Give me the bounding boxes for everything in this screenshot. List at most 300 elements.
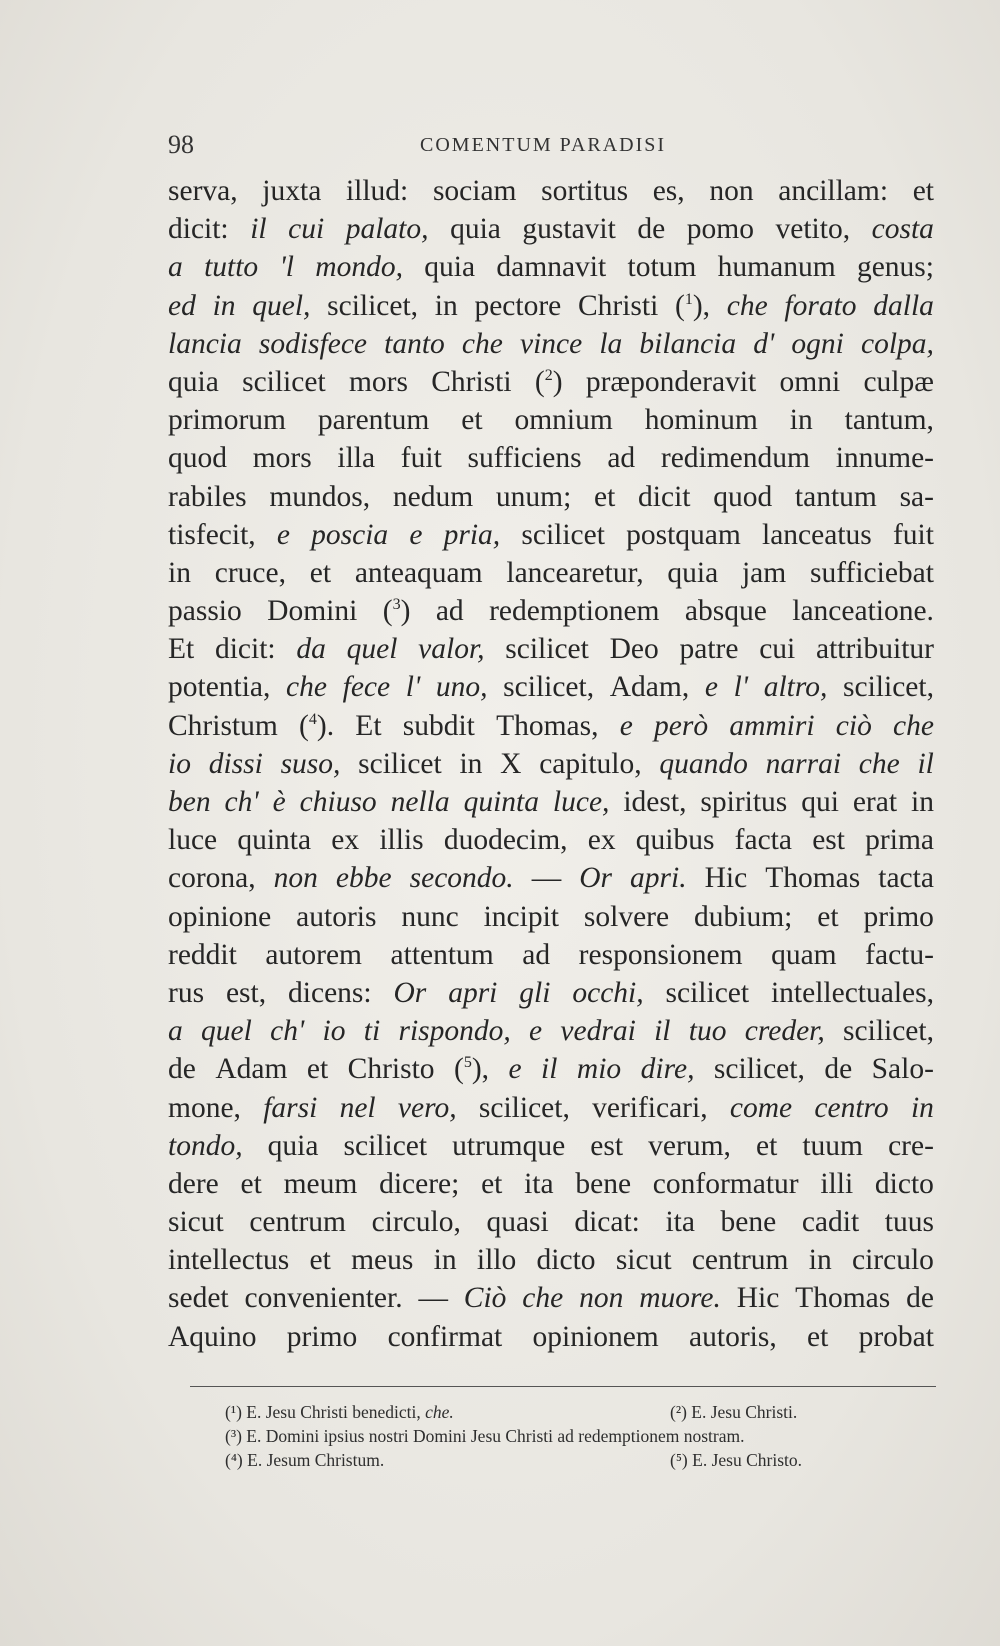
word: autoris,: [689, 1320, 777, 1353]
word: quasi: [486, 1206, 549, 1239]
text-line: [168, 1165, 934, 1203]
word: nella: [390, 786, 450, 818]
word: pria,: [443, 518, 501, 551]
word: est: [590, 1129, 624, 1162]
word: colpa,: [861, 327, 934, 360]
word: il: [654, 1015, 671, 1048]
word: che: [858, 747, 900, 780]
text-line: [168, 363, 934, 401]
word: bene: [575, 1167, 632, 1200]
word: Or: [393, 976, 427, 1009]
word: secondo.: [409, 862, 514, 895]
text-line: [168, 821, 934, 859]
word: e: [619, 709, 633, 742]
word: quam: [771, 938, 837, 971]
word: quando: [659, 747, 748, 780]
word: meum: [283, 1167, 358, 1200]
word: Hic: [736, 1282, 780, 1315]
word: ch': [270, 1015, 305, 1048]
word: ita: [665, 1206, 695, 1239]
word: tanto: [384, 327, 445, 360]
text-line: [168, 1203, 934, 1241]
word: scilicet: [665, 976, 750, 1009]
word: in: [808, 1244, 832, 1277]
word: lancia: [168, 327, 242, 360]
word: parentum: [317, 404, 430, 437]
text-line: [168, 1127, 934, 1165]
word: ch': [224, 786, 259, 818]
word: humanum: [717, 251, 836, 284]
word: tisfecit,: [168, 518, 256, 551]
word: culpæ: [863, 365, 934, 398]
footnotes: [225, 1400, 935, 1472]
word: spiritus: [700, 786, 788, 818]
word: quel: [201, 1015, 252, 1048]
word: scilicet,: [327, 289, 419, 322]
word: et: [481, 1167, 503, 1200]
text-line: [168, 172, 934, 210]
word: de: [824, 1053, 853, 1086]
word: lanceatione.: [792, 595, 934, 628]
word: rispondo,: [398, 1015, 511, 1048]
word: e: [529, 1015, 543, 1048]
word: cui: [759, 633, 796, 666]
word: et: [461, 404, 483, 437]
word: forato: [784, 289, 857, 322]
word: dicto: [874, 1167, 934, 1200]
word: incipit: [483, 900, 559, 933]
word: quod: [168, 442, 227, 475]
word: tacta: [878, 862, 934, 895]
text-line: [168, 974, 934, 1012]
word: et: [240, 1167, 262, 1200]
text-line: [168, 248, 934, 286]
word: de: [637, 213, 666, 246]
text-line: [168, 859, 934, 897]
word: in: [789, 404, 813, 437]
word: circulo: [851, 1244, 934, 1277]
word: mors: [252, 442, 312, 475]
word: illis: [379, 824, 424, 857]
word: es,: [652, 175, 685, 207]
page-number: 98: [168, 130, 194, 159]
word: Ciò: [463, 1282, 507, 1315]
word: qui: [801, 786, 839, 818]
word: mondo,: [315, 251, 403, 284]
word: lancearetur,: [506, 556, 644, 589]
word: postquam: [626, 518, 741, 551]
word: dicto: [536, 1244, 596, 1277]
word: potentia,: [168, 671, 271, 704]
word: quia: [667, 556, 719, 589]
word: de: [168, 1053, 196, 1086]
word: in: [911, 786, 934, 818]
word: pectore: [474, 289, 562, 322]
word: valor,: [418, 633, 485, 666]
word: Deo: [609, 633, 659, 666]
word: Or: [579, 862, 612, 895]
word: illo: [476, 1244, 517, 1277]
word: quinta: [463, 786, 539, 818]
word: tuo: [688, 1015, 727, 1048]
word: meus: [351, 1244, 414, 1277]
word: fuit: [892, 518, 934, 551]
word: luce,: [552, 786, 610, 818]
word: hominum: [644, 404, 758, 437]
word: e: [276, 518, 290, 551]
text-line: [168, 478, 934, 516]
word: scilicet,: [478, 1091, 570, 1124]
word: idest,: [623, 786, 687, 818]
word: tuum: [802, 1129, 864, 1162]
word: in: [433, 1244, 457, 1277]
word: autorem: [265, 938, 362, 971]
footnote-5: (⁵) E. Jesu Christo.: [670, 1450, 802, 1470]
word: sicut: [615, 1244, 672, 1277]
word: chiuso: [299, 786, 377, 818]
word: Christi: [577, 289, 659, 322]
word: luce: [168, 824, 218, 857]
word: l': [405, 671, 421, 704]
footnote-3: (³) E. Domini ipsius nostri Domini Jesu Christi ad redemptionem nostram.: [225, 1426, 745, 1446]
word: et: [306, 1053, 329, 1086]
word: Salo-: [871, 1053, 934, 1086]
word: circulo,: [371, 1206, 461, 1239]
word: et: [309, 556, 332, 589]
word: rabiles: [168, 480, 247, 513]
word: Et: [168, 633, 195, 666]
word: in: [434, 289, 458, 322]
word: quibus: [635, 824, 715, 857]
text-line: [168, 554, 934, 592]
word: responsionem: [578, 938, 743, 971]
footnote-4: (⁴) E. Jesum Christum.: [225, 1450, 385, 1470]
word: anteaquam: [354, 556, 483, 589]
word: ad: [435, 595, 464, 628]
word: sa-: [899, 480, 934, 513]
word: scilicet: [242, 365, 326, 398]
word: confirmat: [387, 1320, 503, 1353]
word: vedrai: [560, 1015, 636, 1048]
word: costa: [871, 213, 934, 246]
word: narrai: [765, 747, 842, 780]
word: factu-: [865, 938, 934, 971]
word: dicit: [638, 480, 691, 513]
word: il: [917, 747, 934, 780]
word: dissi: [208, 747, 263, 780]
word: innume-: [835, 442, 934, 475]
page-header: [168, 130, 934, 160]
word: omnium: [514, 404, 613, 437]
word: attentum: [390, 938, 494, 971]
word: illa: [337, 442, 376, 475]
word: serva,: [168, 175, 238, 207]
word: ($^4$).: [299, 709, 335, 742]
word: gustavit: [522, 213, 616, 246]
word: tantum,: [844, 404, 934, 437]
word: et: [755, 1129, 778, 1162]
word: occhi,: [572, 976, 644, 1009]
word: ex: [587, 824, 616, 857]
word: centrum: [249, 1206, 346, 1239]
word: ben: [168, 786, 211, 818]
word: e: [409, 518, 423, 551]
word: 'l: [279, 251, 294, 284]
word: dalla: [873, 289, 934, 322]
footnote-row: [225, 1400, 935, 1424]
word: che: [461, 327, 503, 360]
word: illud:: [345, 175, 409, 207]
word: che: [893, 709, 934, 742]
word: sodisfece: [258, 327, 368, 360]
word: Christi: [431, 365, 512, 398]
word: solvere: [583, 900, 670, 933]
word: io: [168, 747, 191, 780]
word: ti: [363, 1015, 381, 1048]
word: Thomas,: [496, 709, 599, 742]
word: e: [508, 1053, 522, 1086]
text-line: [168, 439, 934, 477]
word: scilicet: [521, 518, 605, 551]
word: vero,: [397, 1091, 457, 1124]
word: utrumque: [452, 1129, 566, 1162]
word: da: [296, 633, 326, 666]
word: altro,: [763, 671, 828, 704]
text-line: [168, 1279, 934, 1317]
word: redimendum: [660, 442, 810, 475]
text-line: [168, 745, 934, 783]
word: tutto: [204, 251, 259, 284]
word: et: [807, 1320, 829, 1353]
word: scilicet: [343, 1129, 428, 1162]
word: d': [753, 327, 775, 360]
word: quod: [713, 480, 773, 513]
word: est: [812, 824, 845, 857]
word: Adam,: [609, 671, 690, 704]
word: Domini: [267, 595, 358, 628]
footnote-row: [225, 1424, 935, 1448]
word: conformatur: [652, 1167, 799, 1200]
word: dicens:: [288, 976, 372, 1009]
word: come: [729, 1091, 793, 1124]
word: scilicet,: [503, 671, 595, 704]
word: lanceatus: [762, 518, 872, 551]
word: la: [599, 327, 623, 360]
text-line: [168, 630, 934, 668]
text-line: [168, 668, 934, 706]
word: Thomas: [795, 1282, 891, 1315]
word: pomo: [686, 213, 754, 246]
word: dicat:: [574, 1206, 640, 1239]
word: et: [817, 900, 839, 933]
word: dicit:: [214, 633, 276, 666]
word: il: [250, 213, 267, 246]
word: centrum: [691, 1244, 789, 1277]
word: vetito,: [775, 213, 851, 246]
word: unum;: [495, 480, 572, 513]
word: scilicet: [358, 747, 442, 780]
word: subdit: [402, 709, 475, 742]
word: Hic: [704, 862, 748, 895]
word: ($^1$),: [675, 289, 711, 322]
footnote-1: (¹) E. Jesu Christi benedicti, che.: [225, 1402, 454, 1422]
word: nedum: [392, 480, 474, 513]
word: intellectuales,: [770, 976, 934, 1009]
word: tantum: [794, 480, 877, 513]
word: io: [322, 1015, 346, 1048]
running-title: COMENTUM PARADISI: [420, 134, 667, 156]
word: est,: [225, 976, 267, 1009]
word: quinta: [237, 824, 312, 857]
body-text: [168, 172, 934, 1356]
word: sicut: [168, 1206, 224, 1239]
word: primo: [286, 1320, 358, 1353]
word: scilicet: [505, 633, 589, 666]
word: nunc: [401, 900, 459, 933]
word: bene: [720, 1206, 777, 1239]
word: ($^2$): [534, 365, 563, 398]
footnote-row: [225, 1448, 935, 1472]
text-line: [168, 1050, 934, 1088]
word: et: [309, 1244, 331, 1277]
word: quia: [424, 251, 476, 284]
word: ex: [331, 824, 360, 857]
word: scilicet,: [713, 1053, 805, 1086]
word: sociam: [432, 175, 517, 207]
word: che: [726, 289, 768, 322]
word: non: [579, 1282, 624, 1315]
word: —: [531, 862, 562, 895]
word: illi: [820, 1167, 854, 1200]
word: ad: [522, 938, 551, 971]
word: et: [594, 480, 616, 513]
word: convenienter.: [244, 1282, 403, 1315]
word: prima: [865, 824, 934, 857]
word: mundos,: [269, 480, 371, 513]
word: dicit:: [168, 213, 229, 246]
word: gli: [519, 976, 551, 1009]
word: probat: [858, 1320, 934, 1353]
footnote-divider: [190, 1386, 936, 1387]
word: che: [522, 1282, 564, 1315]
word: non: [273, 862, 318, 895]
word: Christum: [168, 709, 278, 742]
word: et: [912, 175, 934, 207]
word: autoris: [296, 900, 377, 933]
word: tondo,: [168, 1129, 243, 1162]
word: mors: [348, 365, 408, 398]
word: sortitus: [541, 175, 629, 207]
word: centro: [814, 1091, 889, 1124]
word: a: [168, 1015, 183, 1048]
word: opinione: [168, 900, 272, 933]
word: che: [286, 671, 327, 704]
word: sufficiens: [467, 442, 582, 475]
word: sedet: [168, 1282, 229, 1315]
word: mio: [576, 1053, 622, 1086]
word: erat: [852, 786, 898, 818]
word: opinionem: [532, 1320, 659, 1353]
word: non: [709, 175, 754, 207]
text-line: [168, 1012, 934, 1050]
word: Adam: [215, 1053, 288, 1086]
word: absque: [684, 595, 767, 628]
word: nel: [339, 1091, 376, 1124]
word: ancillam:: [778, 175, 889, 207]
word: mone,: [168, 1091, 241, 1124]
word: passio: [168, 595, 242, 628]
word: apri: [448, 976, 498, 1009]
word: in: [459, 747, 483, 780]
word: ita: [524, 1167, 554, 1200]
word: fece: [342, 671, 391, 704]
word: ciò: [835, 709, 872, 742]
word: il: [541, 1053, 558, 1086]
text-line: [168, 1318, 934, 1356]
text-line: [168, 783, 934, 821]
word: duodecim,: [443, 824, 568, 857]
word: intellectus: [168, 1244, 290, 1277]
word: però: [654, 709, 709, 742]
word: quia: [168, 365, 219, 398]
word: genus;: [856, 251, 934, 284]
word: dire,: [640, 1053, 695, 1086]
text-line: [168, 592, 934, 630]
word: a: [168, 251, 183, 284]
word: omni: [779, 365, 841, 398]
word: fuit: [400, 442, 442, 475]
word: Thomas: [765, 862, 861, 895]
text-line: [168, 707, 934, 745]
word: scilicet,: [843, 1015, 934, 1048]
word: totum: [627, 251, 697, 284]
text-line: [168, 1089, 934, 1127]
word: Aquino: [168, 1320, 257, 1353]
word: cruce,: [214, 556, 286, 589]
word: rus: [168, 976, 205, 1009]
text-line: [168, 287, 934, 325]
word: quel: [346, 633, 398, 666]
word: ebbe: [335, 862, 392, 895]
word: redemptionem: [489, 595, 660, 628]
word: uno,: [435, 671, 488, 704]
word: jam: [741, 556, 787, 589]
word: dicere;: [379, 1167, 460, 1200]
word: facta: [734, 824, 792, 857]
word: sufficiebat: [809, 556, 934, 589]
word: attribuitur: [816, 633, 934, 666]
text-line: [168, 898, 934, 936]
word: ad: [607, 442, 636, 475]
word: in: [910, 1091, 934, 1124]
word: cadit: [801, 1206, 860, 1239]
word: apri.: [630, 862, 687, 895]
word: ogni: [791, 327, 844, 360]
word: verificari,: [592, 1091, 708, 1124]
word: ed: [168, 289, 196, 322]
word: verum,: [648, 1129, 731, 1162]
word: de: [906, 1282, 934, 1315]
text-line: [168, 936, 934, 974]
text-line: [168, 210, 934, 248]
word: ($^5$),: [453, 1053, 490, 1086]
word: è: [272, 786, 286, 818]
word: præponderavit: [585, 365, 757, 398]
word: creder,: [744, 1015, 825, 1048]
footnote-2: (²) E. Jesu Christi.: [670, 1402, 798, 1422]
word: quia: [450, 213, 501, 246]
word: capitulo,: [539, 747, 642, 780]
